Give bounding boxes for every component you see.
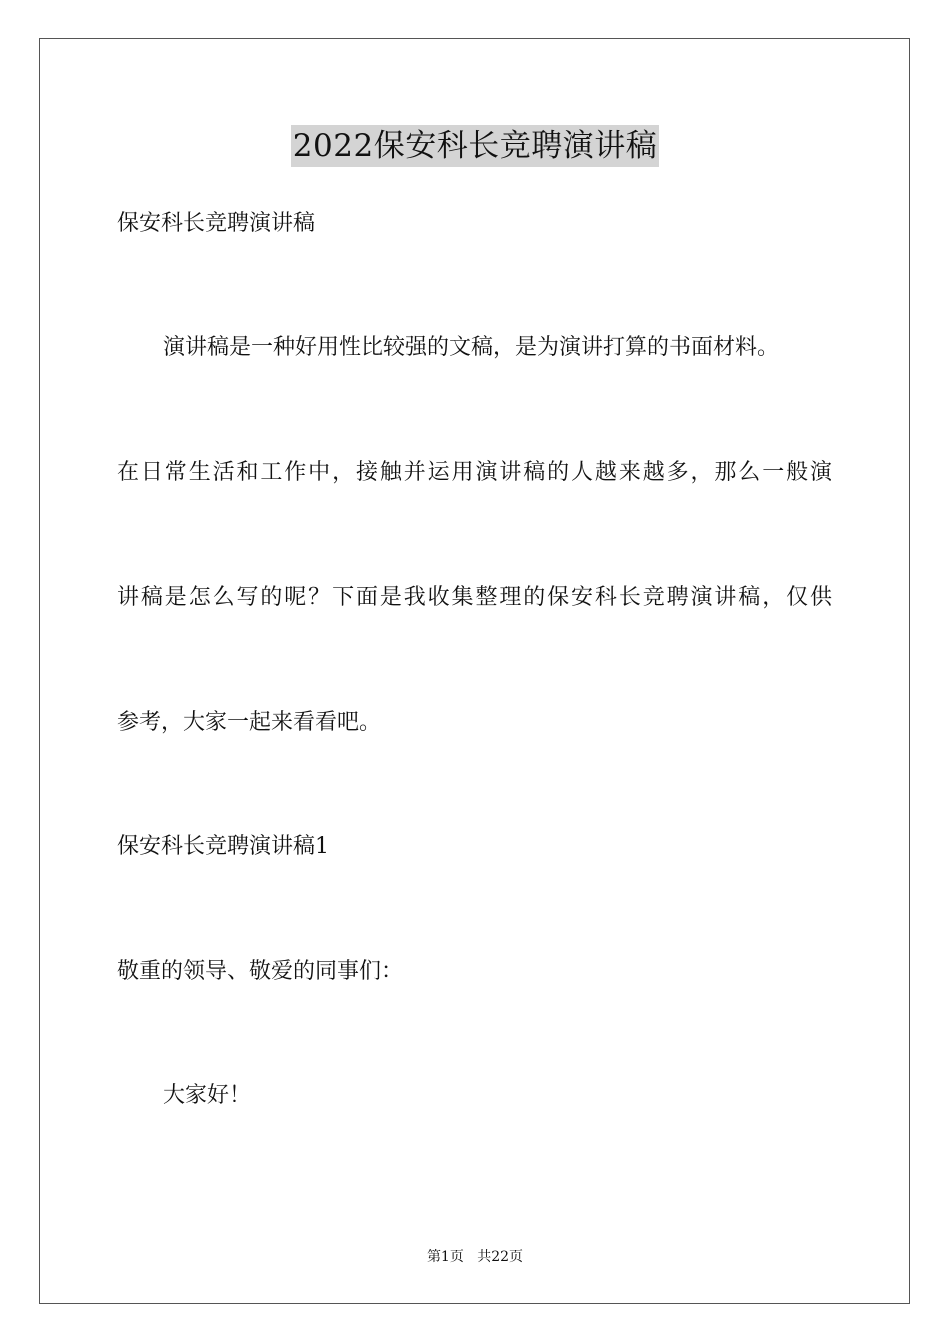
intro-line-4: 参考，大家一起来看看吧。 — [117, 710, 382, 735]
salutation: 敬重的领导、敬爱的同事们： — [117, 959, 404, 984]
subtitle: 保安科长竞聘演讲稿 — [117, 211, 316, 236]
page-total: 共22页 — [477, 1249, 524, 1265]
intro-line-3: 讲稿是怎么写的呢？下面是我收集整理的保安科长竞聘演讲稿，仅供 — [117, 585, 833, 610]
page-footer — [0, 1247, 950, 1267]
document-title: 2022保安科长竞聘演讲稿 — [291, 125, 659, 167]
greeting: 大家好！ — [163, 1083, 252, 1108]
page-number: 第1页 — [426, 1249, 464, 1265]
title-container — [0, 125, 950, 167]
intro-line-1: 演讲稿是一种好用性比较强的文稿，是为演讲打算的书面材料。 — [163, 335, 780, 360]
section-heading: 保安科长竞聘演讲稿1 — [117, 834, 329, 859]
intro-line-2: 在日常生活和工作中，接触并运用演讲稿的人越来越多，那么一般演 — [117, 460, 833, 485]
